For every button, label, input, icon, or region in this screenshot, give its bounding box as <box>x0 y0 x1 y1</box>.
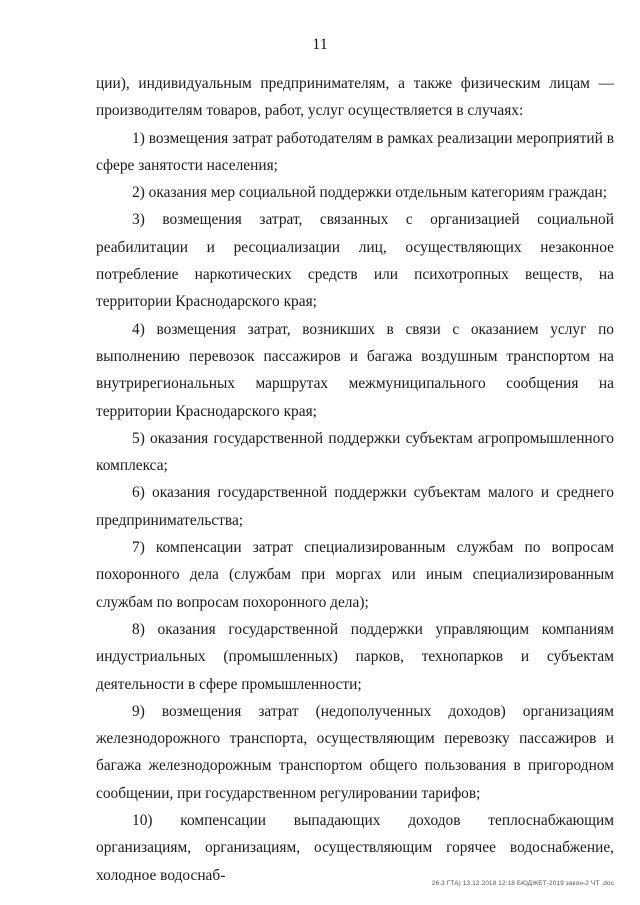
list-item-7: 7) компенсации затрат специализированным службам по вопросам похоронного дела (службам при моргах или иным специализированным службам по вопросам похоронного дела); <box>96 539 614 611</box>
list-item-2: 2) оказания мер социальной поддержки отдельным категориям граждан; <box>132 184 608 202</box>
list-item-4: 4) возмещения затрат, возникших в связи с оказанием услуг по выполнению перевозок пассажиров и багажа воздушным транспортом на внутрирегиональных маршрутах межмуниципального сообщения на территории Краснодарского края; <box>96 320 614 420</box>
file-path-footer: 26.3 ГТА) 13.12.2018 12:18 БЮДЖЕТ-2019 закон-2 ЧТ .doc <box>431 880 614 887</box>
list-item-5: 5) оказания государственной поддержки субъектам агропромышленного комплекса; <box>96 429 614 475</box>
list-item-9: 9) возмещения затрат (недополученных доходов) организациям железнодорожного транспорта, осуществляющим перевозку пассажиров и багажа железнодорожным транспортом общего пользования в пригородном сообщении, при государственном регулировании тарифов; <box>96 702 614 802</box>
paragraph-continuation: ции), индивидуальным предпринимателям, а также физическим лицам — производителям товаров, работ, услуг осуществляется в случаях: <box>96 75 614 120</box>
list-item-3: 3) возмещения затрат, связанных с организацией социальной реабилитации и ресоциализации лиц, осуществляющих незаконное потребление наркотических средств или психотропных веществ, на территории Краснодарского края; <box>96 211 614 311</box>
page-number: 11 <box>312 36 328 53</box>
list-item-6: 6) оказания государственной поддержки субъектам малого и среднего предпринимательства; <box>96 484 614 529</box>
document-body <box>96 70 614 889</box>
list-item-8: 8) оказания государственной поддержки управляющим компаниям индустриальных (промышленных) парков, технопарков и субъектам деятельности в сфере промышленности; <box>96 620 614 693</box>
list-item-1: 1) возмещения затрат работодателям в рамках реализации мероприятий в сфере занятости населения; <box>96 129 614 174</box>
list-item-10: 10) компенсации выпадающих доходов теплоснабжающим организациям, организациям, осуществляющим горячее водоснабжение, холодное водоснаб- <box>96 812 614 884</box>
